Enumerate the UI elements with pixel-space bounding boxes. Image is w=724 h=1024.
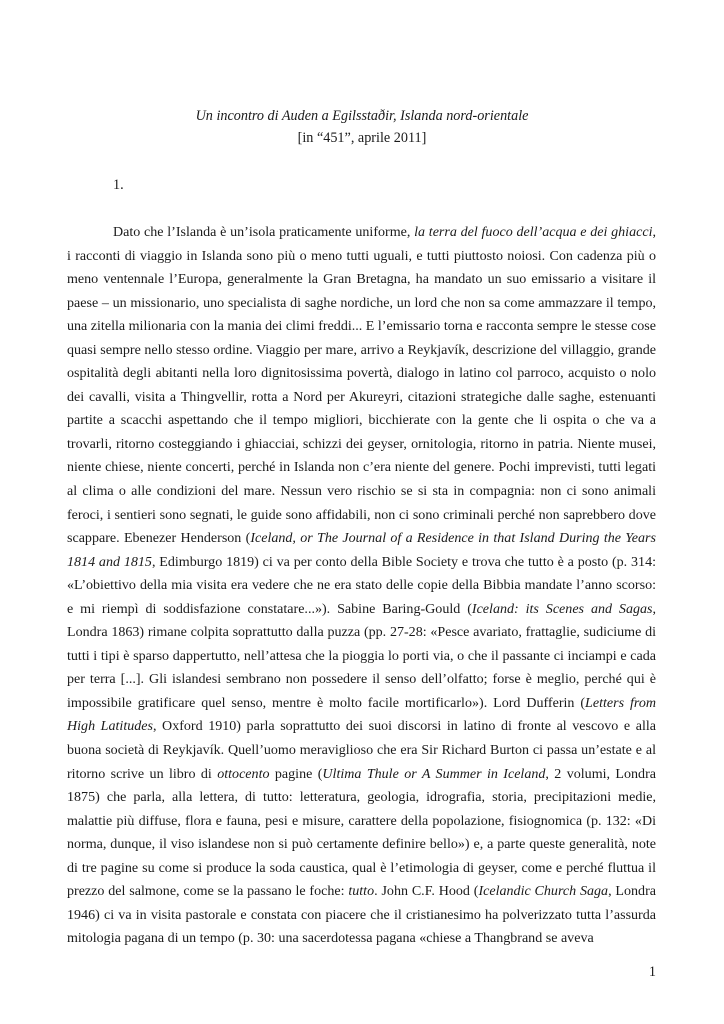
text-run: Dato che l’Islanda è un’isola praticamente uniforme,: [113, 224, 415, 240]
italic-word: ottocento: [217, 765, 270, 782]
document-header: [0, 106, 724, 148]
section-number: 1.: [113, 177, 124, 193]
book-title-hood: Icelandic Church Saga: [478, 883, 609, 900]
italic-phrase: la terra del fuoco dell’acqua e dei ghiacci: [414, 224, 653, 240]
document-title: Un incontro di Auden a Egilsstaðir, Islanda nord-orientale: [195, 108, 529, 124]
text-run: , Londra 1946) ci va in visita pastorale e constata con piacere che il cristianesimo ha polverizzato tutta l’assurda mitologia pagana di un tempo (p. 30: una sacerdotessa pagana «chiese a Thangbrand se aveva: [67, 883, 656, 947]
book-title-baring-gould: Iceland: its Scenes and Sagas: [471, 600, 653, 617]
book-title-burton: Ultima Thule or A Summer in Iceland: [322, 765, 546, 782]
italic-word: tutto: [348, 883, 375, 900]
text-run: , Oxford 1910) parla soprattutto dei suoi discorsi in latino di fronte al vescovo e alla buona società di Reykjavík. Quell’uomo meraviglioso che era Sir Richard Burton ci passa un’estate e al ritorno scrive un libro di: [67, 718, 656, 782]
page-number: 1: [648, 964, 656, 980]
text-run: . John C.F. Hood (: [374, 883, 479, 900]
text-run: , Londra 1863) rimane colpita soprattutto dalla puzza (pp. 27-28: «Pesce avariato, frattaglie, sudiciume di tutti i tipi è sparso dappertutto, nell’attesa che la pioggia lo porti via, o che il passante ci inciampi e cada per terra [...]. Gli islandesi sembrano non possedere il senso dell’olfatto; forse è meglio, perché qui è impossibile gratificare quel senso, mentre è molto facile mortificarlo»). Lord Dufferin (: [67, 600, 657, 711]
text-run: pagine (: [269, 765, 323, 782]
text-run: , i racconti di viaggio in Islanda sono più o meno tutti uguali, e tutti piuttosto noiosi. Con cadenza più o meno ventennale l’Europa, generalmente la Gran Bretagna, ha mandato un suo emissario a visitare il paese – un missionario, uno specialista di saghe nordiche, un lord che non sa come ammazzare il tempo, una zitella milionaria con la mania dei climi freddi... E l’emissario torna e racconta sempre le stesse cose quasi sempre nello stesso ordine. Viaggio per mare, arrivo a Reykjavík, descrizione del villaggio, grande ospitalità degli abitanti nella loro dignitosissima povertà, dialogo in latino col parroco, acquisto o nolo dei cavalli, visita a Thingvellir, rotta a Nord per Akureyri, citazioni strategiche dalle saghe, estenuanti partite a scacchi aspettando che il tempo migliori, bicchierate con la gente che li ospita o che va a trovarli, ritorno costeggiando i ghiacciai, schizzi dei geyser, ornitologia, ritorno in patria. Niente musei, niente chiese, niente concerti, perché in Islanda non c’era niente del genere. Pochi imprevisti, tutti legati al clima o alle condizioni del mare. Nessun vero rischio se si sta in compagnia: non ci sono animali feroci, i sentieri sono segnati, le guide sono affidabili, non ci sono criminali perché non saprebbero dove scappare. Ebenezer Henderson (: [67, 224, 656, 547]
publication-source: [in “451”, aprile 2011]: [297, 130, 427, 146]
text-run: , 2 volumi, Londra 1875) che parla, alla lettera, di tutto: letteratura, geologia, idrografia, storia, precipitazioni medie, malattie più diffuse, flora e fauna, pesi e misure, carattere della popolazione, fisiognomica (p. 132: «Di norma, dunque, il viso islandese non si può certamente definire bello») e, a parte queste generalità, note di tre pagine su come si produce la soda caustica, qual è l’etimologia di geyser, come e perché fluttua il prezzo del salmone, come se la passano le foche:: [67, 765, 656, 900]
book-title-henderson: Iceland, or The Journal of a Residence in that Island During the Years 1814 and 1815: [67, 530, 656, 570]
body-paragraph: [67, 221, 656, 951]
book-title-dufferin: Letters from High Latitudes: [67, 694, 656, 735]
text-run: , Edimburgo 1819) ci va per conto della Bible Society e trova che tutto è a posto (p. 314: «L’obiettivo della mia visita era vedere che ne era stato delle copie della Bibbia mandate l’anno scorso: e mi riempì di soddisfazione constatare...»). Sabine Baring-Gould (: [67, 553, 657, 617]
